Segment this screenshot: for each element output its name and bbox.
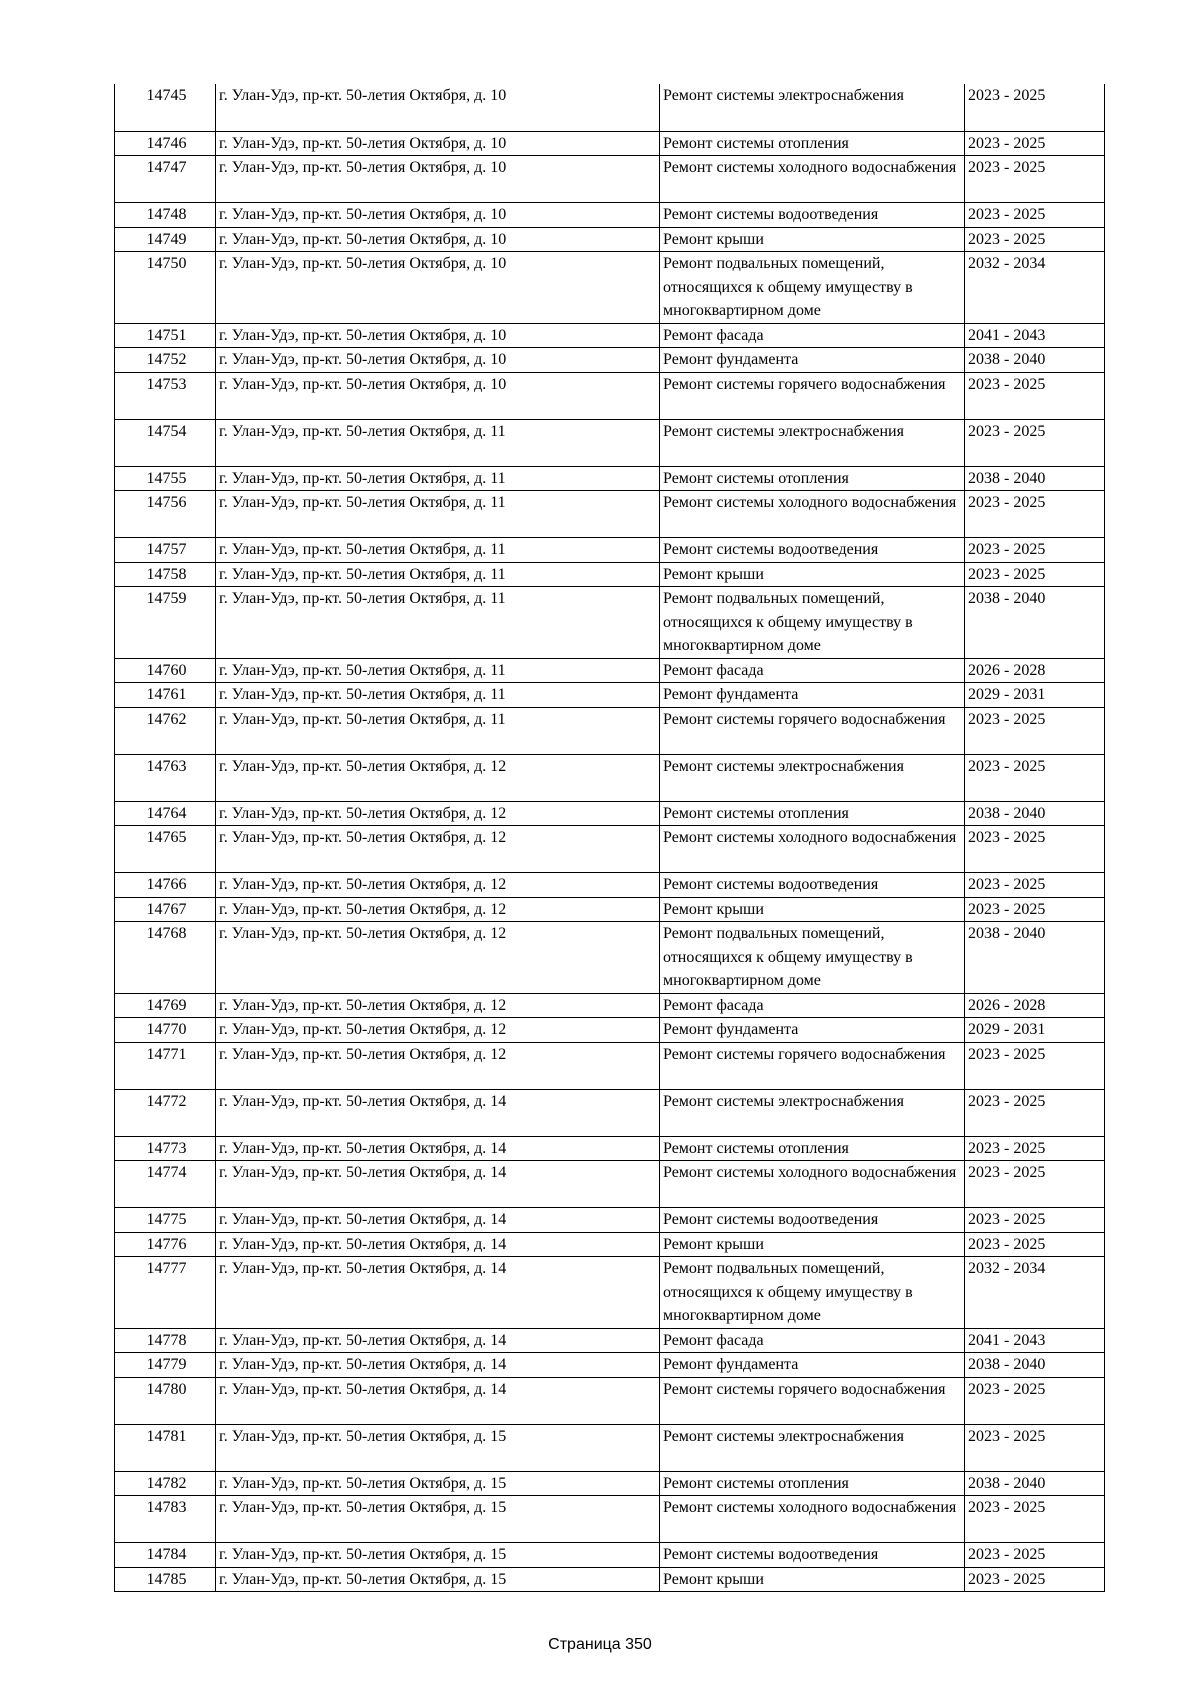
address-cell: г. Улан-Удэ, пр-кт. 50-летия Октября, д. 15: [216, 1567, 660, 1592]
row-number-cell: 14754: [115, 419, 216, 466]
row-number-cell: 14782: [115, 1471, 216, 1496]
period-cell: 2023 - 2025: [965, 873, 1105, 898]
page-number: Страница 350: [548, 1636, 652, 1653]
work-type-cell: Ремонт фундамента: [660, 1353, 965, 1378]
address-cell: г. Улан-Удэ, пр-кт. 50-летия Октября, д. 12: [216, 873, 660, 898]
address-cell: г. Улан-Удэ, пр-кт. 50-летия Октября, д. 12: [216, 801, 660, 826]
work-type-cell: Ремонт системы электроснабжения: [660, 1089, 965, 1136]
address-cell: г. Улан-Удэ, пр-кт. 50-летия Октября, д. 10: [216, 372, 660, 419]
row-number-cell: 14745: [115, 84, 216, 131]
address-cell: г. Улан-Удэ, пр-кт. 50-летия Октября, д. 15: [216, 1424, 660, 1471]
address-cell: г. Улан-Удэ, пр-кт. 50-летия Октября, д. 15: [216, 1543, 660, 1568]
row-number-cell: 14765: [115, 826, 216, 873]
table-row: [115, 1089, 1105, 1136]
address-cell: г. Улан-Удэ, пр-кт. 50-летия Октября, д. 14: [216, 1161, 660, 1208]
work-type-cell: Ремонт системы электроснабжения: [660, 1424, 965, 1471]
work-type-cell: Ремонт системы водоотведения: [660, 1543, 965, 1568]
row-number-cell: 14767: [115, 897, 216, 922]
period-cell: 2023 - 2025: [965, 1042, 1105, 1089]
table-row: [115, 1257, 1105, 1329]
period-cell: 2023 - 2025: [965, 1496, 1105, 1543]
work-type-cell: Ремонт системы холодного водоснабжения: [660, 826, 965, 873]
address-cell: г. Улан-Удэ, пр-кт. 50-летия Октября, д. 11: [216, 562, 660, 587]
work-type-cell: Ремонт системы водоотведения: [660, 203, 965, 228]
row-number-cell: 14770: [115, 1018, 216, 1043]
table-row: [115, 491, 1105, 538]
table-row: [115, 1042, 1105, 1089]
work-type-cell: Ремонт системы водоотведения: [660, 538, 965, 563]
row-number-cell: 14758: [115, 562, 216, 587]
address-cell: г. Улан-Удэ, пр-кт. 50-летия Октября, д. 15: [216, 1496, 660, 1543]
work-type-cell: Ремонт системы горячего водоснабжения: [660, 707, 965, 754]
work-type-cell: Ремонт крыши: [660, 1567, 965, 1592]
period-cell: 2026 - 2028: [965, 658, 1105, 683]
table-row: [115, 1543, 1105, 1568]
work-type-cell: Ремонт фундамента: [660, 1018, 965, 1043]
work-type-cell: Ремонт системы электроснабжения: [660, 84, 965, 131]
address-cell: г. Улан-Удэ, пр-кт. 50-летия Октября, д. 10: [216, 323, 660, 348]
address-cell: г. Улан-Удэ, пр-кт. 50-летия Октября, д. 11: [216, 538, 660, 563]
table-row: [115, 754, 1105, 801]
address-cell: г. Улан-Удэ, пр-кт. 50-летия Октября, д. 11: [216, 707, 660, 754]
address-cell: г. Улан-Удэ, пр-кт. 50-летия Октября, д. 12: [216, 754, 660, 801]
address-cell: г. Улан-Удэ, пр-кт. 50-летия Октября, д. 11: [216, 466, 660, 491]
row-number-cell: 14748: [115, 203, 216, 228]
period-cell: 2023 - 2025: [965, 419, 1105, 466]
work-type-cell: Ремонт крыши: [660, 1232, 965, 1257]
period-cell: 2023 - 2025: [965, 1543, 1105, 1568]
row-number-cell: 14747: [115, 156, 216, 203]
row-number-cell: 14779: [115, 1353, 216, 1378]
period-cell: 2041 - 2043: [965, 1328, 1105, 1353]
work-type-cell: Ремонт фасада: [660, 658, 965, 683]
row-number-cell: 14753: [115, 372, 216, 419]
table-row: [115, 203, 1105, 228]
row-number-cell: 14771: [115, 1042, 216, 1089]
period-cell: 2023 - 2025: [965, 1136, 1105, 1161]
row-number-cell: 14751: [115, 323, 216, 348]
table-row: [115, 562, 1105, 587]
period-cell: 2023 - 2025: [965, 1377, 1105, 1424]
row-number-cell: 14772: [115, 1089, 216, 1136]
row-number-cell: 14783: [115, 1496, 216, 1543]
address-cell: г. Улан-Удэ, пр-кт. 50-летия Октября, д. 15: [216, 1471, 660, 1496]
row-number-cell: 14775: [115, 1208, 216, 1233]
work-type-cell: Ремонт системы отопления: [660, 1136, 965, 1161]
work-type-cell: Ремонт фасада: [660, 993, 965, 1018]
table-row: [115, 372, 1105, 419]
work-type-cell: Ремонт системы отопления: [660, 131, 965, 156]
period-cell: 2038 - 2040: [965, 1353, 1105, 1378]
period-cell: 2023 - 2025: [965, 707, 1105, 754]
address-cell: г. Улан-Удэ, пр-кт. 50-летия Октября, д. 10: [216, 227, 660, 252]
work-type-cell: Ремонт системы электроснабжения: [660, 754, 965, 801]
period-cell: 2023 - 2025: [965, 131, 1105, 156]
address-cell: г. Улан-Удэ, пр-кт. 50-летия Октября, д. 12: [216, 1018, 660, 1043]
period-cell: 2038 - 2040: [965, 466, 1105, 491]
address-cell: г. Улан-Удэ, пр-кт. 50-летия Октября, д. 10: [216, 84, 660, 131]
address-cell: г. Улан-Удэ, пр-кт. 50-летия Октября, д. 14: [216, 1089, 660, 1136]
row-number-cell: 14760: [115, 658, 216, 683]
address-cell: г. Улан-Удэ, пр-кт. 50-летия Октября, д. 12: [216, 826, 660, 873]
work-type-cell: Ремонт системы отопления: [660, 466, 965, 491]
work-type-cell: Ремонт системы электроснабжения: [660, 419, 965, 466]
table-row: [115, 801, 1105, 826]
table-row: [115, 419, 1105, 466]
work-type-cell: Ремонт крыши: [660, 562, 965, 587]
period-cell: 2023 - 2025: [965, 1232, 1105, 1257]
work-type-cell: Ремонт подвальных помещений, относящихся к общему имуществу в многоквартирном доме: [660, 252, 965, 324]
row-number-cell: 14757: [115, 538, 216, 563]
table-row: [115, 826, 1105, 873]
period-cell: 2023 - 2025: [965, 1424, 1105, 1471]
period-cell: 2038 - 2040: [965, 922, 1105, 994]
address-cell: г. Улан-Удэ, пр-кт. 50-летия Октября, д. 14: [216, 1232, 660, 1257]
period-cell: 2023 - 2025: [965, 1089, 1105, 1136]
address-cell: г. Улан-Удэ, пр-кт. 50-летия Октября, д. 14: [216, 1328, 660, 1353]
period-cell: 2023 - 2025: [965, 491, 1105, 538]
row-number-cell: 14749: [115, 227, 216, 252]
table-row: [115, 156, 1105, 203]
address-cell: г. Улан-Удэ, пр-кт. 50-летия Октября, д. 10: [216, 131, 660, 156]
table-row: [115, 683, 1105, 708]
period-cell: 2026 - 2028: [965, 993, 1105, 1018]
table-row: [115, 323, 1105, 348]
period-cell: 2023 - 2025: [965, 538, 1105, 563]
table-row: [115, 348, 1105, 373]
row-number-cell: 14762: [115, 707, 216, 754]
address-cell: г. Улан-Удэ, пр-кт. 50-летия Октября, д. 12: [216, 922, 660, 994]
table-row: [115, 897, 1105, 922]
period-cell: 2029 - 2031: [965, 683, 1105, 708]
address-cell: г. Улан-Удэ, пр-кт. 50-летия Октября, д. 10: [216, 203, 660, 228]
address-cell: г. Улан-Удэ, пр-кт. 50-летия Октября, д. 11: [216, 683, 660, 708]
table-body: [115, 84, 1105, 1592]
row-number-cell: 14769: [115, 993, 216, 1018]
period-cell: 2023 - 2025: [965, 1567, 1105, 1592]
work-type-cell: Ремонт системы горячего водоснабжения: [660, 1042, 965, 1089]
table-row: [115, 707, 1105, 754]
address-cell: г. Улан-Удэ, пр-кт. 50-летия Октября, д. 14: [216, 1257, 660, 1329]
row-number-cell: 14774: [115, 1161, 216, 1208]
work-type-cell: Ремонт крыши: [660, 897, 965, 922]
work-type-cell: Ремонт системы холодного водоснабжения: [660, 491, 965, 538]
table-row: [115, 1208, 1105, 1233]
period-cell: 2038 - 2040: [965, 1471, 1105, 1496]
row-number-cell: 14766: [115, 873, 216, 898]
address-cell: г. Улан-Удэ, пр-кт. 50-летия Октября, д. 10: [216, 156, 660, 203]
row-number-cell: 14776: [115, 1232, 216, 1257]
period-cell: 2038 - 2040: [965, 348, 1105, 373]
period-cell: 2032 - 2034: [965, 252, 1105, 324]
row-number-cell: 14752: [115, 348, 216, 373]
repair-schedule-table: [114, 84, 1105, 1592]
row-number-cell: 14755: [115, 466, 216, 491]
row-number-cell: 14780: [115, 1377, 216, 1424]
period-cell: 2032 - 2034: [965, 1257, 1105, 1329]
address-cell: г. Улан-Удэ, пр-кт. 50-летия Октября, д. 14: [216, 1377, 660, 1424]
work-type-cell: Ремонт системы отопления: [660, 801, 965, 826]
work-type-cell: Ремонт системы горячего водоснабжения: [660, 1377, 965, 1424]
table-row: [115, 1018, 1105, 1043]
work-type-cell: Ремонт подвальных помещений, относящихся к общему имуществу в многоквартирном доме: [660, 922, 965, 994]
row-number-cell: 14785: [115, 1567, 216, 1592]
period-cell: 2023 - 2025: [965, 227, 1105, 252]
row-number-cell: 14773: [115, 1136, 216, 1161]
address-cell: г. Улан-Удэ, пр-кт. 50-летия Октября, д. 11: [216, 658, 660, 683]
period-cell: 2038 - 2040: [965, 587, 1105, 659]
address-cell: г. Улан-Удэ, пр-кт. 50-летия Октября, д. 14: [216, 1136, 660, 1161]
table-row: [115, 1328, 1105, 1353]
period-cell: 2023 - 2025: [965, 826, 1105, 873]
table-row: [115, 873, 1105, 898]
row-number-cell: 14763: [115, 754, 216, 801]
work-type-cell: Ремонт системы водоотведения: [660, 1208, 965, 1233]
row-number-cell: 14778: [115, 1328, 216, 1353]
table-row: [115, 658, 1105, 683]
period-cell: 2038 - 2040: [965, 801, 1105, 826]
work-type-cell: Ремонт системы холодного водоснабжения: [660, 156, 965, 203]
table-row: [115, 466, 1105, 491]
address-cell: г. Улан-Удэ, пр-кт. 50-летия Октября, д. 11: [216, 419, 660, 466]
table-row: [115, 1353, 1105, 1378]
row-number-cell: 14768: [115, 922, 216, 994]
period-cell: 2023 - 2025: [965, 84, 1105, 131]
address-cell: г. Улан-Удэ, пр-кт. 50-летия Октября, д. 11: [216, 587, 660, 659]
period-cell: 2023 - 2025: [965, 897, 1105, 922]
row-number-cell: 14764: [115, 801, 216, 826]
address-cell: г. Улан-Удэ, пр-кт. 50-летия Октября, д. 12: [216, 993, 660, 1018]
row-number-cell: 14761: [115, 683, 216, 708]
period-cell: 2029 - 2031: [965, 1018, 1105, 1043]
period-cell: 2023 - 2025: [965, 156, 1105, 203]
work-type-cell: Ремонт системы холодного водоснабжения: [660, 1496, 965, 1543]
address-cell: г. Улан-Удэ, пр-кт. 50-летия Октября, д. 12: [216, 897, 660, 922]
row-number-cell: 14781: [115, 1424, 216, 1471]
work-type-cell: Ремонт системы отопления: [660, 1471, 965, 1496]
work-type-cell: Ремонт системы горячего водоснабжения: [660, 372, 965, 419]
table-row: [115, 1377, 1105, 1424]
period-cell: 2023 - 2025: [965, 203, 1105, 228]
address-cell: г. Улан-Удэ, пр-кт. 50-летия Октября, д. 11: [216, 491, 660, 538]
table-row: [115, 1161, 1105, 1208]
table-row: [115, 538, 1105, 563]
table-row: [115, 1232, 1105, 1257]
period-cell: 2023 - 2025: [965, 1208, 1105, 1233]
work-type-cell: Ремонт системы холодного водоснабжения: [660, 1161, 965, 1208]
address-cell: г. Улан-Удэ, пр-кт. 50-летия Октября, д. 14: [216, 1353, 660, 1378]
table-row: [115, 587, 1105, 659]
work-type-cell: Ремонт крыши: [660, 227, 965, 252]
table-row: [115, 1567, 1105, 1592]
table-row: [115, 1424, 1105, 1471]
row-number-cell: 14759: [115, 587, 216, 659]
table-row: [115, 993, 1105, 1018]
table-row: [115, 252, 1105, 324]
work-type-cell: Ремонт подвальных помещений, относящихся к общему имуществу в многоквартирном доме: [660, 1257, 965, 1329]
row-number-cell: 14756: [115, 491, 216, 538]
period-cell: 2023 - 2025: [965, 1161, 1105, 1208]
period-cell: 2023 - 2025: [965, 372, 1105, 419]
table-row: [115, 84, 1105, 131]
address-cell: г. Улан-Удэ, пр-кт. 50-летия Октября, д. 10: [216, 252, 660, 324]
work-type-cell: Ремонт фундамента: [660, 348, 965, 373]
address-cell: г. Улан-Удэ, пр-кт. 50-летия Октября, д. 14: [216, 1208, 660, 1233]
table-row: [115, 1471, 1105, 1496]
table-row: [115, 227, 1105, 252]
table-row: [115, 922, 1105, 994]
work-type-cell: Ремонт фасада: [660, 1328, 965, 1353]
period-cell: 2023 - 2025: [965, 562, 1105, 587]
address-cell: г. Улан-Удэ, пр-кт. 50-летия Октября, д. 12: [216, 1042, 660, 1089]
row-number-cell: 14777: [115, 1257, 216, 1329]
period-cell: 2023 - 2025: [965, 754, 1105, 801]
period-cell: 2041 - 2043: [965, 323, 1105, 348]
row-number-cell: 14784: [115, 1543, 216, 1568]
row-number-cell: 14746: [115, 131, 216, 156]
work-type-cell: Ремонт фасада: [660, 323, 965, 348]
work-type-cell: Ремонт фундамента: [660, 683, 965, 708]
address-cell: г. Улан-Удэ, пр-кт. 50-летия Октября, д. 10: [216, 348, 660, 373]
table-row: [115, 131, 1105, 156]
work-type-cell: Ремонт системы водоотведения: [660, 873, 965, 898]
work-type-cell: Ремонт подвальных помещений, относящихся к общему имуществу в многоквартирном доме: [660, 587, 965, 659]
table-row: [115, 1496, 1105, 1543]
row-number-cell: 14750: [115, 252, 216, 324]
table-row: [115, 1136, 1105, 1161]
